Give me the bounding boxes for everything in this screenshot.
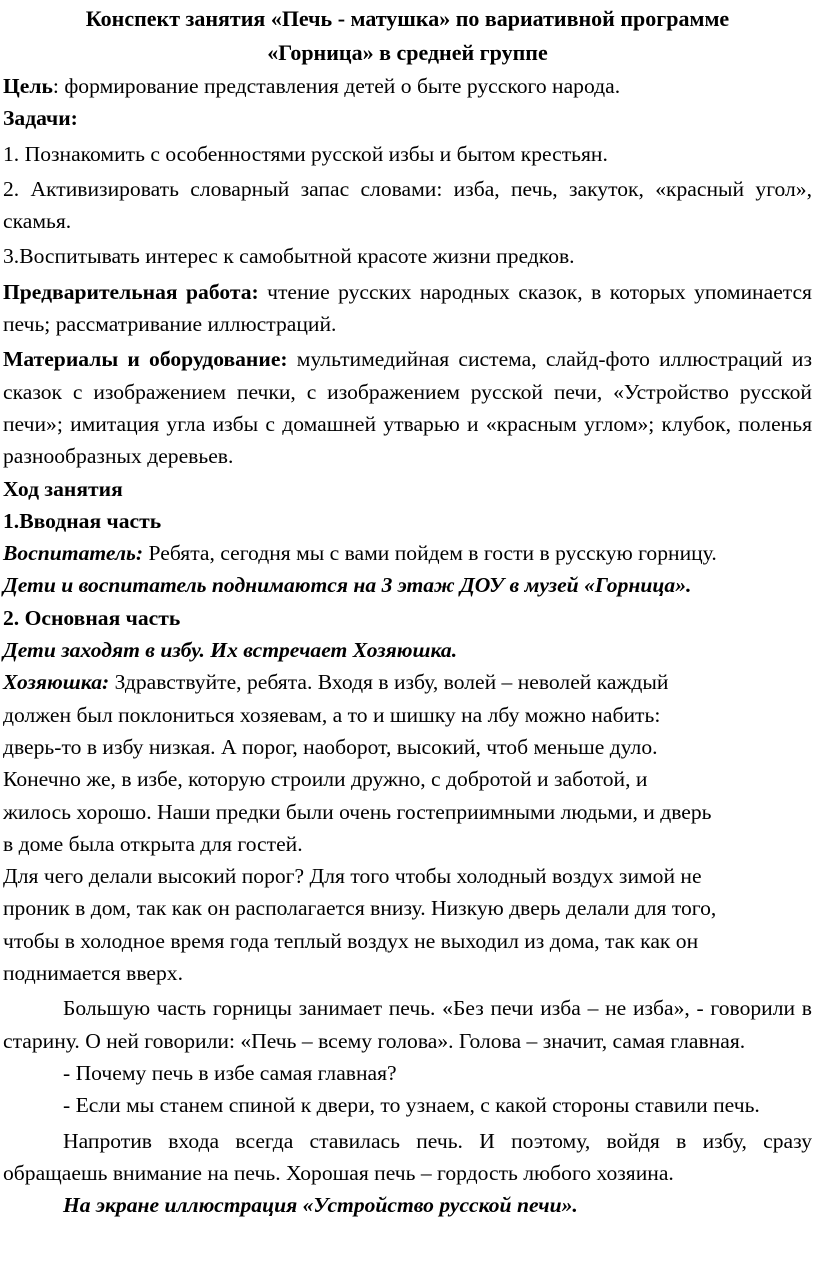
document-title-line-2: «Горница» в средней группе: [267, 40, 548, 65]
materials-label: Материалы и оборудование:: [3, 347, 288, 372]
teacher-speaker: Воспитатель:: [3, 541, 144, 566]
task-item: 2. Активизировать словарный запас словами: изба, печь, закуток, «красный угол», скамья.: [3, 176, 812, 234]
host-speaker: Хозяюшка:: [3, 670, 110, 695]
screen-note: На экране иллюстрация «Устройство русской печи».: [63, 1193, 578, 1218]
host-speech-line: [3, 666, 812, 698]
materials-text: мультимедийная система, слайд-фото иллюстраций из сказок с изображением печки, с изображением русской печи, «Устройство русской печи»; имитация угла избы с домашней утварью и «красным углом»; клубок, поленья разнообразных деревьев.: [3, 347, 812, 469]
tasks-heading: [3, 102, 812, 134]
course-heading: [3, 473, 812, 505]
stove-paragraph: Большую часть горницы занимает печь. «Без печи изба – не изба», - говорили в старину. О ней говорили: «Печь – всему голова». Голова – значит, самая главная.: [3, 996, 812, 1053]
materials-paragraph: [3, 343, 812, 472]
document-title-line-1: Конспект занятия «Печь - матушка» по вариативной программе: [85, 6, 730, 31]
stage-direction-2: Дети заходят в избу. Их встречает Хозяюшка.: [3, 638, 458, 663]
goal-text: : формирование представления детей о быте русского народа.: [52, 74, 621, 98]
main-heading: [3, 602, 812, 634]
goal-label: Цель: [3, 74, 53, 98]
main-heading-text: 2. Основная часть: [3, 605, 181, 630]
host-speech-line: Конечно же, в избе, которую строили дружно, с добротой и заботой, и: [3, 767, 648, 792]
intro-heading-text: 1.Вводная часть: [3, 508, 162, 533]
host-speech-line: должен был поклониться хозяевам, а то и шишку на лбу можно набить:: [3, 702, 661, 727]
threshold-line: поднимается вверх.: [3, 961, 183, 986]
host-speech-line: дверь-то в избу низкая. А порог, наоборот, высокий, чтоб меньше дуло.: [3, 734, 658, 759]
preliminary-work-paragraph: [3, 276, 812, 341]
threshold-line: чтобы в холодное время года теплый воздух не выходил из дома, так как он: [3, 928, 699, 953]
teacher-text: Ребята, сегодня мы с вами пойдем в гости в русскую горницу.: [143, 541, 717, 566]
task-item: 1. Познакомить с особенностями русской избы и бытом крестьян.: [3, 141, 608, 166]
preliminary-work-label: Предварительная работа:: [3, 279, 259, 304]
question-line: - Почему печь в избе самая главная?: [63, 1060, 397, 1085]
intro-heading: [3, 505, 812, 537]
answer-paragraph: - Если мы станем спиной к двери, то узнаем, с какой стороны ставили печь.: [63, 1093, 760, 1118]
threshold-line: Для чего делали высокий порог? Для того чтобы холодный воздух зимой не: [3, 864, 702, 889]
preliminary-work-text: чтение русских народных сказок, в которых упоминается печь; рассматривание иллюстраций.: [3, 279, 812, 337]
host-speech-text: Здравствуйте, ребята. Входя в избу, волей – неволей каждый: [109, 670, 669, 695]
stage-direction-1: Дети и воспитатель поднимаются на 3 этаж ДОУ в музей «Горница».: [3, 573, 692, 598]
task-item: 3.Воспитывать интерес к самобытной красоте жизни предков.: [3, 244, 575, 269]
teacher-line: [3, 537, 812, 569]
course-heading-text: Ход занятия: [3, 476, 123, 501]
tasks-heading-text: Задачи:: [3, 106, 78, 131]
goal-paragraph: [3, 70, 812, 102]
entrance-paragraph: Напротив входа всегда ставилась печь. И поэтому, войдя в избу, сразу обращаешь внимание на печь. Хорошая печь – гордость любого хозяина.: [3, 1128, 812, 1185]
host-speech-line: в доме была открыта для гостей.: [3, 831, 303, 856]
threshold-line: проник в дом, так как он располагается внизу. Низкую дверь делали для того,: [3, 896, 717, 921]
host-speech-line: жилось хорошо. Наши предки были очень гостеприимными людьми, и дверь: [3, 799, 712, 824]
